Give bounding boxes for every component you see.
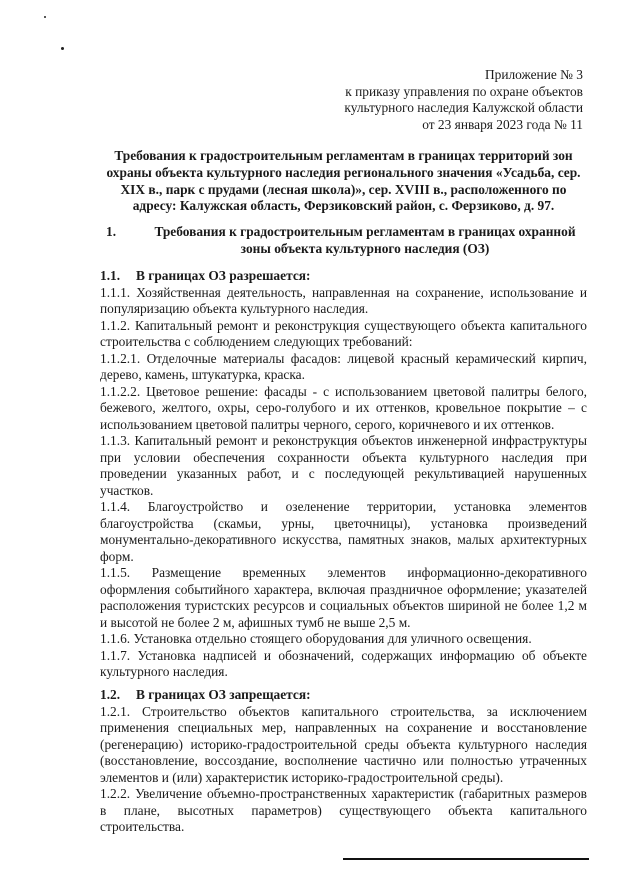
clause: 1.1.4. Благоустройство и озеленение территории, установка элементов благоустройства (скамьи, урны, цветочницы), установка произведений монументально-декоративного искусства, памятных знаков, малых архитектурных форм. [100,499,587,564]
clause: 1.2.2. Увеличение объемно-пространственных характеристик (габаритных размеров в плане, высотных параметров) существующего объекта капитального строительства. [100,786,587,834]
annex-header [344,67,583,134]
prohibited-block [100,687,587,836]
section-number: 1. [106,224,117,239]
subsection-heading-text: В границах ОЗ разрешается: [136,268,311,283]
scan-speck [44,16,46,18]
permitted-block [100,268,587,681]
subsection-number: 1.2. [100,687,121,702]
clause: 1.2.1. Строительство объектов капитального строительства, за исключением применения специальных мер, направленных на сохранение и восстановление (регенерацию) историко-градостроительной среды объекта культурного наследия (восстановление, воссоздание, восполнение частично или полностью утраченных элементов и (или) характеристик историко-градостроительной среды). [100,703,587,785]
clause: 1.1.6. Установка отдельно стоящего оборудования для уличного освещения. [100,631,532,646]
clause: 1.1.1. Хозяйственная деятельность, направленная на сохранение, использование и популяризацию объекта культурного наследия. [100,284,587,316]
clause: 1.1.2.2. Цветовое решение: фасады - с использованием цветовой палитры белого, бежевого, желтого, охры, серо-голубого и их оттенков, кровельное покрытие – с использованием цветовой палитры черного, серого, коричневого и их оттенков. [100,383,587,432]
clause: 1.1.5. Размещение временных элементов информационно-декоративного оформления событийного характера, включая праздничное оформление; указателей расположения туристских ресурсов и социальных объектов шириной не более 1,2 м и высотой не более 2 м, афишных тумб не выше 2,5 м. [100,565,587,630]
section-heading-text: Требования к градостроительным регламентам в границах охранной зоны объекта культурного наследия (ОЗ) [154,224,576,256]
subsection-heading [100,687,587,704]
annex-line: к приказу управления по охране объектов [345,83,583,99]
clause: 1.1.2. Капитальный ремонт и реконструкция существующего объекта капитального строительства с соблюдением следующих требований: [100,317,587,349]
subsection-number: 1.1. [100,268,121,283]
clause: 1.1.2.1. Отделочные материалы фасадов: лицевой красный керамический кирпич, дерево, камень, штукатурка, краска. [100,350,587,382]
section-heading [100,223,587,257]
annex-line: от 23 января 2023 года № 11 [422,117,583,133]
clause: 1.1.3. Капитальный ремонт и реконструкция объектов инженерной инфраструктуры при условии обеспечения сохранности объекта культурного наследия при проведении указанных работ, и с последующей рекультивацией нарушенных участков. [100,433,587,498]
clause: 1.1.7. Установка надписей и обозначений, содержащих информацию об объекте культурного наследия. [100,647,587,679]
document-title: Требования к градостроительным регламентам в границах территорий зон охраны объекта культурного наследия регионального значения «Усадьба, сер. XIX в., парк с прудами (леcная школа)», сер. XVIII в., расположенного по адресу: Калужская область, Ферзиковский район, с. Ферзиково, д. 97. [106,148,581,214]
annex-line: культурного наследия Калужской области [344,100,583,116]
subsection-heading-text: В границах ОЗ запрещается: [136,687,311,702]
subsection-heading [100,268,587,285]
scan-speck [61,47,64,50]
annex-line: Приложение № 3 [484,67,583,82]
footer-rule [343,858,589,860]
